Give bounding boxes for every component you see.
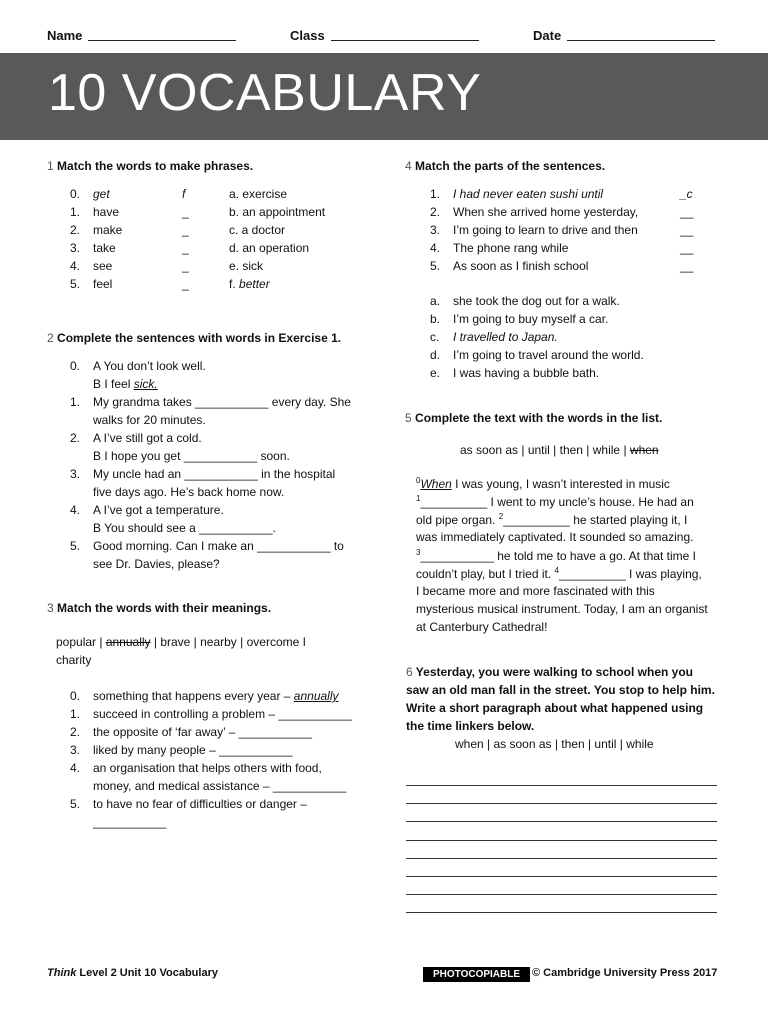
ex2-item-number: 3. xyxy=(70,467,81,481)
ex6-title-line xyxy=(406,665,693,679)
ex5-line xyxy=(416,584,655,598)
ex3-line-text: to have no fear of difficulties or danger – xyxy=(93,797,307,811)
ex5-example-answer: When xyxy=(420,477,452,491)
ex4-option-letter: a. xyxy=(430,294,441,308)
ex5-number: 5 xyxy=(405,411,412,425)
ex5-word-list xyxy=(460,443,659,457)
ex2-line: see Dr. Davies, please? xyxy=(93,557,220,571)
writing-line[interactable] xyxy=(406,876,717,877)
gap-number: 4 xyxy=(554,566,559,575)
ex5-line-text: mysterious musical instrument. Today, I am an organist xyxy=(416,602,708,616)
class-field[interactable] xyxy=(290,28,325,43)
ex5-line-text: at Canterbury Cathedral! xyxy=(416,620,548,634)
ex3-list-struck-word: annually xyxy=(105,635,151,649)
ex3-line xyxy=(93,689,339,703)
ex4-item-answer[interactable]: __ xyxy=(680,205,694,219)
ex6-title-text: Yesterday, you were walking to school when you xyxy=(412,665,693,679)
ex4-option-letter: e. xyxy=(430,366,441,380)
name-field[interactable] xyxy=(47,28,82,43)
ex1-item-word: get xyxy=(93,187,110,201)
ex1-item-option: a. exercise xyxy=(229,187,288,201)
name-label: Name xyxy=(47,28,83,43)
ex2-line-text: B I feel xyxy=(93,377,134,391)
ex3-item-number: 3. xyxy=(70,743,81,757)
ex1-item-number: 3. xyxy=(70,241,81,255)
ex2-line: A I’ve got a temperature. xyxy=(93,503,224,517)
ex5-line xyxy=(416,566,702,581)
ex4-item-answer[interactable]: __ xyxy=(680,259,694,273)
ex5-line xyxy=(416,548,696,563)
ex3-line-text: liked by many people – ___________ xyxy=(93,743,293,757)
ex5-line-text: I became more and more fascinated with this xyxy=(416,584,655,598)
ex5-title-text: Complete the text with the words in the list. xyxy=(415,411,663,425)
ex1-title-text: Match the words to make phrases. xyxy=(57,159,254,173)
ex4-item-number: 1. xyxy=(430,187,441,201)
ex4-item-text: As soon as I finish school xyxy=(453,259,589,273)
ex3-line xyxy=(93,707,352,721)
ex1-item-answer[interactable]: _ xyxy=(182,241,189,255)
ex2-line: Good morning. Can I make an ___________ to xyxy=(93,539,344,553)
ex2-example-answer: sick. xyxy=(133,377,158,391)
ex2-number: 2 xyxy=(47,331,54,345)
ex1-item-word: feel xyxy=(93,277,113,291)
gap-number: 2 xyxy=(498,512,504,521)
footer-unit: Level 2 Unit 10 Vocabulary xyxy=(76,967,218,979)
ex2-item-number: 5. xyxy=(70,539,81,553)
ex3-item-number: 5. xyxy=(70,797,81,811)
footer-copyright: © Cambridge University Press 2017 xyxy=(532,967,718,979)
ex5-line-text: I was young, I wasn’t interested in music xyxy=(451,477,670,491)
ex1-item-answer[interactable]: _ xyxy=(182,259,189,273)
ex3-line-text: money, and medical assistance – ___________ xyxy=(93,779,347,793)
ex3-line xyxy=(93,779,346,793)
ex1-item-answer[interactable]: _ xyxy=(182,223,189,237)
ex5-line-text: was immediately captivated. It sounded so amazing. xyxy=(416,530,694,544)
ex5-line-text: couldn’t play, but I tried it. xyxy=(416,567,555,581)
ex4-item-text: I’m going to learn to drive and then xyxy=(453,223,638,237)
ex3-line xyxy=(93,725,312,739)
ex1-item-word: see xyxy=(93,259,113,273)
ex3-list-post: | brave | nearby | overcome I xyxy=(150,635,306,649)
ex4-title xyxy=(405,159,605,173)
ex3-line xyxy=(93,743,293,757)
ex2-line: A You don’t look well. xyxy=(93,359,206,373)
writing-line[interactable] xyxy=(406,912,717,913)
student-info-header xyxy=(47,28,722,46)
ex1-item-answer[interactable]: _ xyxy=(182,205,189,219)
ex1-item-option: c. a doctor xyxy=(229,223,286,237)
ex3-line-text: succeed in controlling a problem – ___________ xyxy=(93,707,352,721)
date-label: Date xyxy=(533,28,562,43)
ex4-item-text: When she arrived home yesterday, xyxy=(453,205,639,219)
ex1-item-number: 1. xyxy=(70,205,81,219)
ex3-title-text: Match the words with their meanings. xyxy=(57,601,272,615)
ex3-line xyxy=(93,797,307,811)
ex5-title xyxy=(405,411,662,425)
ex3-line-text: the opposite of ‘far away’ – ___________ xyxy=(93,725,313,739)
ex2-line: walks for 20 minutes. xyxy=(93,413,206,427)
ex4-option-text: she took the dog out for a walk. xyxy=(453,294,620,308)
ex2-item-number: 2. xyxy=(70,431,81,445)
ex4-item-text: The phone rang while xyxy=(453,241,569,255)
ex1-item-answer[interactable]: _ xyxy=(182,277,189,291)
ex5-line xyxy=(416,494,694,509)
ex5-line xyxy=(416,602,708,616)
ex1-item-option: e. sick xyxy=(229,259,264,273)
ex4-option-letter: c. xyxy=(430,330,440,344)
ex4-option-letter: b. xyxy=(430,312,441,326)
ex5-line-text: __________ I went to my uncle’s house. He had an xyxy=(420,495,694,509)
ex6-number: 6 xyxy=(406,665,413,679)
ex3-item-number: 2. xyxy=(70,725,81,739)
ex5-list-struck-word: when xyxy=(629,443,659,457)
ex3-line xyxy=(93,761,322,775)
ex2-line: B You should see a ___________. xyxy=(93,521,276,535)
ex2-title-text: Complete the sentences with words in Exercise 1. xyxy=(57,331,342,345)
ex5-line xyxy=(416,530,693,544)
ex3-line xyxy=(93,815,166,829)
ex3-line-text: ___________ xyxy=(93,815,167,829)
date-field[interactable] xyxy=(533,28,561,43)
ex4-item-number: 3. xyxy=(430,223,441,237)
ex3-list-pre: popular | xyxy=(56,635,106,649)
ex3-item-number: 4. xyxy=(70,761,81,775)
ex3-item-number: 1. xyxy=(70,707,81,721)
ex1-item-option: d. an operation xyxy=(229,241,310,255)
ex3-example-answer: annually xyxy=(293,689,339,703)
ex4-number: 4 xyxy=(405,159,412,173)
ex1-item-option: b. an appointment xyxy=(229,205,326,219)
ex4-item-number: 4. xyxy=(430,241,441,255)
ex1-item-word: take xyxy=(93,241,116,255)
ex3-word-list-line2: charity xyxy=(56,653,92,667)
ex4-option-letter: d. xyxy=(430,348,441,362)
ex6-title-line: Write a short paragraph about what happened using xyxy=(406,701,704,715)
ex1-title xyxy=(47,159,253,173)
ex1-item-answer[interactable]: f xyxy=(182,187,186,201)
writing-line[interactable] xyxy=(406,785,717,786)
footer-book-info xyxy=(47,967,218,979)
ex1-number: 1 xyxy=(47,159,54,173)
writing-line[interactable] xyxy=(406,840,717,841)
date-blank[interactable] xyxy=(567,28,715,41)
ex1-option-italic: better xyxy=(239,277,270,291)
ex1-item-number: 5. xyxy=(70,277,81,291)
ex2-line: five days ago. He’s back home now. xyxy=(93,485,285,499)
ex5-line xyxy=(416,620,547,634)
ex1-item-number: 4. xyxy=(70,259,81,273)
ex6-title-line: saw an old man fall in the street. You stop to help him. xyxy=(406,683,715,697)
ex2-line xyxy=(93,377,158,391)
ex2-title xyxy=(47,331,341,345)
ex5-line-text: ___________ he told me to have a go. At that time I xyxy=(420,549,696,563)
ex2-line: A I’ve still got a cold. xyxy=(93,431,202,445)
ex1-item-word: make xyxy=(93,223,123,237)
title-banner xyxy=(0,53,768,140)
gap-number: 0 xyxy=(416,476,421,485)
ex5-line xyxy=(416,512,687,527)
ex4-item-number: 5. xyxy=(430,259,441,273)
ex3-word-list xyxy=(56,635,306,649)
ex2-line: My grandma takes ___________ every day. She xyxy=(93,395,351,409)
ex5-line-text: __________ I was playing, xyxy=(558,567,702,581)
ex5-line xyxy=(416,476,670,491)
ex1-item-number: 2. xyxy=(70,223,81,237)
ex2-item-number: 1. xyxy=(70,395,81,409)
ex4-item-answer[interactable]: __ xyxy=(680,223,694,237)
writing-line[interactable] xyxy=(406,821,717,822)
ex5-list-pre: as soon as | until | then | while | xyxy=(460,443,630,457)
photocopiable-badge: PHOTOCOPIABLE xyxy=(423,967,530,982)
gap-number: 3 xyxy=(416,548,421,557)
ex1-item-number: 0. xyxy=(70,187,81,201)
writing-line[interactable] xyxy=(406,894,717,895)
ex1-item-word: have xyxy=(93,205,120,219)
ex4-option-text: I travelled to Japan. xyxy=(453,330,558,344)
footer-book-title: Think xyxy=(47,967,77,979)
ex2-line: B I hope you get ___________ soon. xyxy=(93,449,290,463)
class-blank[interactable] xyxy=(331,28,479,41)
ex5-line-text: __________ he started playing it, I xyxy=(503,513,688,527)
ex4-item-answer[interactable]: _c xyxy=(680,187,693,201)
ex1-item-option xyxy=(229,277,270,291)
ex4-item-answer[interactable]: __ xyxy=(680,241,694,255)
gap-number: 1 xyxy=(416,494,421,503)
class-label: Class xyxy=(290,28,325,43)
writing-line[interactable] xyxy=(406,803,717,804)
page-title: 10 VOCABULARY xyxy=(48,64,482,122)
ex4-option-text: I was having a bubble bath. xyxy=(453,366,600,380)
ex5-line-text: old pipe organ. xyxy=(416,513,499,527)
ex6-title-line: the time linkers below. xyxy=(406,719,535,733)
ex4-option-text: I’m going to travel around the world. xyxy=(453,348,644,362)
ex1-option-prefix: f. xyxy=(229,277,240,291)
ex4-item-number: 2. xyxy=(430,205,441,219)
ex2-item-number: 0. xyxy=(70,359,81,373)
ex3-line-text: an organisation that helps others with food, xyxy=(93,761,322,775)
ex3-number: 3 xyxy=(47,601,54,615)
ex3-title xyxy=(47,601,271,615)
name-blank[interactable] xyxy=(88,28,236,41)
ex6-linkers: when | as soon as | then | until | while xyxy=(455,737,654,751)
ex2-line: My uncle had an ___________ in the hospital xyxy=(93,467,336,481)
ex4-title-text: Match the parts of the sentences. xyxy=(415,159,606,173)
writing-line[interactable] xyxy=(406,858,717,859)
ex3-line-text: something that happens every year – xyxy=(93,689,294,703)
ex2-item-number: 4. xyxy=(70,503,81,517)
ex4-item-text: I had never eaten sushi until xyxy=(453,187,604,201)
ex4-option-text: I’m going to buy myself a car. xyxy=(453,312,609,326)
ex3-item-number: 0. xyxy=(70,689,81,703)
